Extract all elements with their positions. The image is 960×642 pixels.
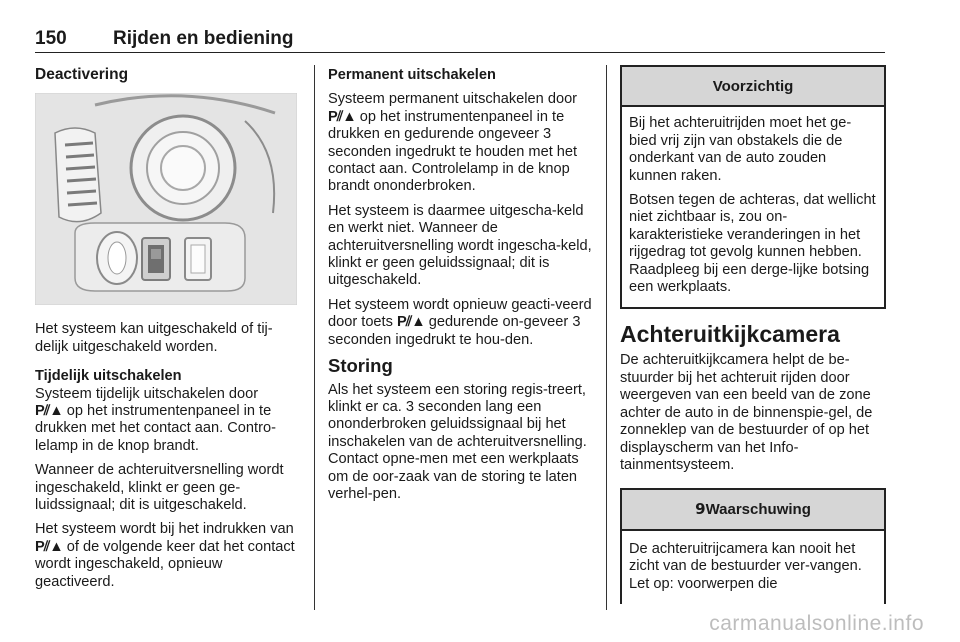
paragraph: Het systeem kan uitgeschakeld of tij-delijk uitgeschakeld worden. [35,321,273,355]
subheading-permanent: Permanent uitschakelen [328,67,496,83]
text-run: Het systeem wordt opnieuw geacti-veerd door toets [328,296,592,331]
caution-box [620,65,886,309]
watermark: carmanualsonline.info [709,612,924,635]
text-run: op het instrumentenpaneel in te drukken met het contact aan. Contro-lelamp in de knop brandt. [35,403,276,454]
subheading-tijdelijk: Tijdelijk uitschakelen [35,368,182,385]
paragraph [35,386,299,456]
text-run: op het instrumentenpaneel in te drukken en gedurende ongeveer 3 seconden ingedrukt te houden met het contact aan. Controlelamp in de knop brandt ononderbroken. [328,108,578,195]
paragraph: Het systeem is daarmee uitgescha-keld en werkt niet. Wanneer de achteruitversnelling wordt ingescha-keld, klinkt er geen geluidssignaal; dit is uitgeschakeld. [328,202,592,289]
page-number: 150 [35,28,67,49]
paragraph: De achteruitrijcamera kan nooit het zicht van de bestuurder ver-vangen. Let op: voorwerpen die [629,540,862,592]
dashboard-switch-figure [35,93,297,305]
paragraph: Wanneer de achteruitversnelling wordt ingeschakeld, klinkt er geen ge-luidssignaal; dit is uitgeschakeld. [35,462,284,514]
text-run: Het systeem wordt bij het indrukken van [35,521,294,538]
park-assist-icon: P⫽▲ [328,108,356,125]
column-1 [35,66,299,598]
paragraph [35,521,299,591]
section-heading-achteruitkijkcamera: Achteruitkijkcamera [620,321,840,348]
paragraph: Als het systeem een storing regis-treert, klinkt er ca. 3 seconden lang een ononderbroken geluidssignaal bij het inschakelen van de achteruitversnelling. Contact opne-men met een werkplaats om de oor-zaak van de storing te laten verhel-pen. [328,381,587,502]
page-header [35,26,885,53]
page-title: Rijden en bediening [113,28,294,49]
column-2 [328,67,594,510]
caution-title: Voorzichtig [622,67,884,107]
warning-triangle-icon: 9 [695,500,706,519]
caution-body [622,107,884,307]
warning-title: Waarschuwing [705,501,811,519]
park-assist-icon: P⫽▲ [35,538,63,555]
warning-header [622,490,884,530]
text-run: Systeem tijdelijk uitschakelen door [35,385,259,402]
text-run: Systeem permanent uitschakelen door [328,91,578,108]
warning-box [620,488,886,604]
paragraph [328,297,594,349]
column-divider-2 [606,65,607,610]
column-divider-1 [314,65,315,610]
paragraph: De achteruitkijkcamera helpt de be-stuurder bij het achteruit rijden door weergeven van een beeld van de zone achter de auto in de binnenspie-gel, de zonneklep van de bestuurder of op het displayscherm van het Info-tainmentsysteem. [620,352,873,473]
section-heading-storing: Storing [328,355,393,377]
park-assist-icon: P⫽▲ [35,403,63,420]
text-run: of de volgende keer dat het contact wordt ingeschakeld, opnieuw geactiveerd. [35,538,295,590]
paragraph: Botsen tegen de achteras, dat wellicht niet zichtbaar is, zou on-karakteristieke veranderingen in het rijgedrag tot gevolg kunnen hebben. Raadpleeg bij een derge-lijke botsing een werkplaats. [629,192,876,296]
paragraph [328,91,594,195]
column-3 [620,65,886,604]
text-run: gedurende on-geveer 3 seconden ingedrukt te hou-den. [328,314,581,348]
paragraph: Bij het achteruitrijden moet het ge-bied vrij zijn van obstakels die de onderkant van de auto zouden kunnen raken. [629,115,852,184]
warning-body [622,531,884,604]
section-heading-deactivering: Deactivering [35,66,129,83]
park-assist-icon: P⫽▲ [396,314,425,331]
